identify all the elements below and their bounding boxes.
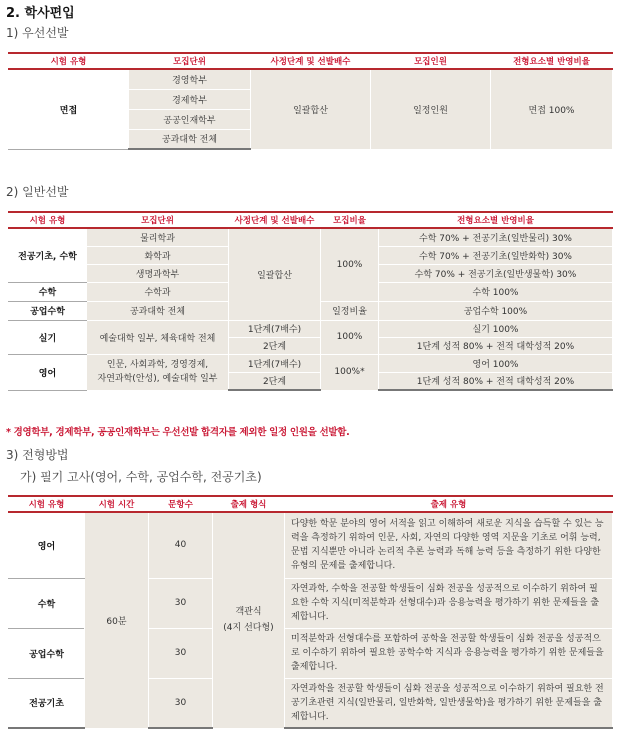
header-exam-type: 시험 유형 <box>9 53 129 69</box>
ratio-physics: 수학 70% + 전공기초(일반물리) 30% <box>379 228 613 246</box>
exam-type-major-basic: 전공기초 <box>9 678 85 728</box>
unit-biology: 생명과학부 <box>87 264 229 282</box>
header-unit: 모집단위 <box>129 53 251 69</box>
exam-type-interview: 면접 <box>9 69 129 149</box>
exam-type-eng-math: 공업수학 <box>9 301 87 320</box>
stage-value: 일괄합산 <box>229 228 321 320</box>
header-stage: 사정단계 및 선발배수 <box>229 212 321 228</box>
ratio-math: 수학 100% <box>379 282 613 301</box>
stage-english-2: 2단계 <box>229 372 321 390</box>
section3-subtitle: 가) 필기 고사(영어, 수학, 공업수학, 전공기초) <box>20 470 262 484</box>
ratio-chemistry: 수학 70% + 전공기초(일반화학) 30% <box>379 246 613 264</box>
unit-engineering: 공과대학 전체 <box>129 129 251 149</box>
unit-physics: 물리학과 <box>87 228 229 246</box>
ratio-practical-1: 실기 100% <box>379 320 613 337</box>
stage-practical-1: 1단계(7배수) <box>229 320 321 337</box>
recruit-english: 100%* <box>321 354 379 390</box>
exam-type-english: 영어 <box>9 512 85 578</box>
exam-method-table <box>8 495 613 729</box>
header-unit: 모집단위 <box>87 212 229 228</box>
header-recruit-ratio: 모집비율 <box>321 212 379 228</box>
desc-eng-math: 미적분학과 선형대수를 포함하여 공학을 전공할 학생들이 심화 전공을 성공적으로 이수하기 위하여 필요한 공학수학 지식과 응용능력을 평가하기 위한 문제들을 출제합니다. <box>285 628 613 678</box>
format-line1: 객관식 <box>235 607 262 618</box>
unit-public-talent: 공공인재학부 <box>129 109 251 129</box>
ratio-english-1: 영어 100% <box>379 354 613 372</box>
exam-type-eng-math: 공업수학 <box>9 628 85 678</box>
footnote: * 경영학부, 경제학부, 공공인재학부는 우선선발 합격자를 제외한 일정 인원을 선발함. <box>6 427 350 438</box>
header-stage: 사정단계 및 선발배수 <box>251 53 371 69</box>
unit-business: 경영학부 <box>129 69 251 89</box>
desc-math: 자연과학, 수학을 전공할 학생들이 심화 전공을 성공적으로 이수하기 위하여 필요한 수학 지식(미적분학과 선형대수)과 응용능력을 평가하기 위한 문제들을 출제합니다. <box>285 578 613 628</box>
unit-english-line2: 자연과학(안성), 예술대학 일부 <box>97 374 218 384</box>
ratio-practical-2: 1단계 성적 80% + 전적 대학성적 20% <box>379 337 613 354</box>
recruit-value: 일정인원 <box>371 69 491 149</box>
stage-english-1: 1단계(7배수) <box>229 354 321 372</box>
unit-english-line1: 인문, 사회과학, 경영경제, <box>106 360 209 370</box>
priority-selection-table <box>8 52 613 150</box>
section2-title: 2) 일반선발 <box>6 185 69 199</box>
unit-practical: 예술대학 일부, 체육대학 전체 <box>87 320 229 354</box>
unit-math: 수학과 <box>87 282 229 301</box>
unit-chemistry: 화학과 <box>87 246 229 264</box>
format-value <box>213 512 285 728</box>
exam-type-math: 수학 <box>9 282 87 301</box>
recruit-eng: 일정비율 <box>321 301 379 320</box>
exam-type-basic-math: 전공기초, 수학 <box>9 228 87 282</box>
desc-major-basic: 자연과학을 전공할 학생들이 심화 전공을 성공적으로 이수하기 위하여 필요한 전공기초관련 지식(일반물리, 일반화학, 일반생물학)을 평가하기 위한 문제들을 출제합니다. <box>285 678 613 728</box>
format-line2: (4지 선다형) <box>223 623 274 634</box>
page-title: 2. 학사편입 <box>6 6 75 21</box>
unit-engineering: 공과대학 전체 <box>87 301 229 320</box>
section3-title: 3) 전형방법 <box>6 448 69 462</box>
desc-english: 다양한 학문 분야의 영어 서적을 읽고 이해하여 새로운 지식을 습득할 수 있는 능력을 측정하기 위하여 인문, 사회, 자연의 다양한 영역 지문을 기초로 어휘 능력, 문법 지식뿐만 아니라 논리적 추론 능력과 독해 능력 등을 측정하기 위한 다양한 유형의 문제를 출제합니다. <box>285 512 613 578</box>
count-english: 40 <box>149 512 213 578</box>
general-selection-table <box>8 211 613 391</box>
stage-value: 일괄합산 <box>251 69 371 149</box>
unit-english <box>87 354 229 390</box>
ratio-value: 면접 100% <box>491 69 613 149</box>
ratio-biology: 수학 70% + 전공기초(일반생물학) 30% <box>379 264 613 282</box>
recruit-ratio-value: 100% <box>321 228 379 301</box>
header-question-type: 출제 유형 <box>285 496 613 512</box>
count-major-basic: 30 <box>149 678 213 728</box>
header-question-count: 문항수 <box>149 496 213 512</box>
ratio-eng-math: 공업수학 100% <box>379 301 613 320</box>
recruit-practical: 100% <box>321 320 379 354</box>
header-format: 출제 형식 <box>213 496 285 512</box>
header-recruit: 모집인원 <box>371 53 491 69</box>
header-exam-type: 시험 유형 <box>9 212 87 228</box>
header-ratio: 전형요소별 반영비율 <box>491 53 613 69</box>
count-eng-math: 30 <box>149 628 213 678</box>
header-exam-type: 시험 유형 <box>9 496 85 512</box>
exam-type-english: 영어 <box>9 354 87 390</box>
header-exam-time: 시험 시간 <box>85 496 149 512</box>
exam-type-math: 수학 <box>9 578 85 628</box>
unit-economics: 경제학부 <box>129 89 251 109</box>
exam-type-practical: 실기 <box>9 320 87 354</box>
section1-title: 1) 우선선발 <box>6 26 69 40</box>
exam-time-value: 60분 <box>85 512 149 728</box>
header-ratio: 전형요소별 반영비율 <box>379 212 613 228</box>
ratio-english-2: 1단계 성적 80% + 전적 대학성적 20% <box>379 372 613 390</box>
stage-practical-2: 2단계 <box>229 337 321 354</box>
count-math: 30 <box>149 578 213 628</box>
